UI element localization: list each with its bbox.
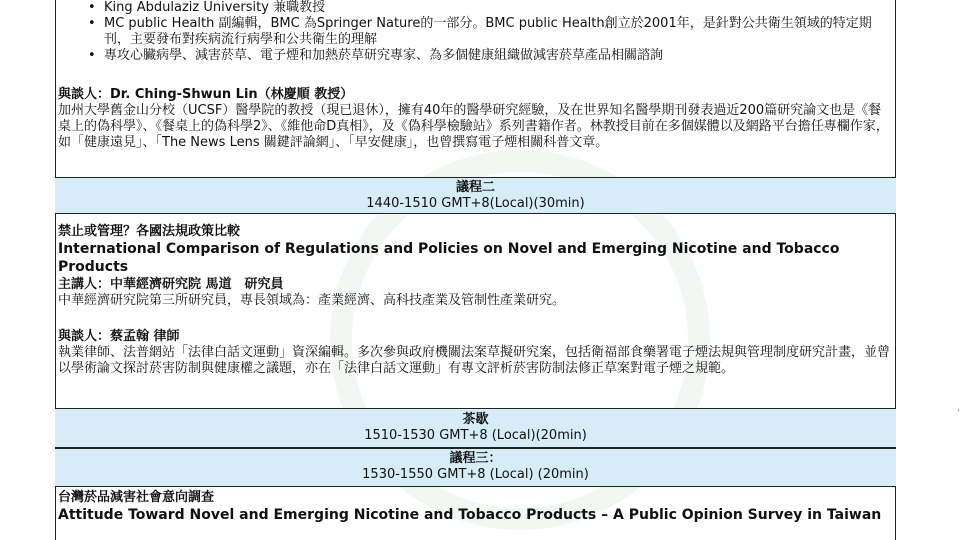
scan-edge-mark: ‘ — [957, 408, 961, 419]
bullet-section — [58, 0, 892, 64]
break-label: 茶歇 — [462, 412, 489, 427]
session-title-en: Attitude Toward Novel and Emerging Nicotine and Tobacco Products – A Public Opinion Survey in Taiwan — [58, 507, 882, 523]
speaker-heading: 主講人：中華經濟研究院 馬道 研究員 — [58, 277, 284, 292]
session-title-zh: 台灣菸品減害社會意向調查 — [58, 490, 215, 505]
session-title-zh: 禁止或管理？各國法規政策比較 — [58, 224, 241, 239]
speaker-block — [58, 277, 892, 309]
panelist-heading: 與談人：Dr. Ching-Shwun Lin（林慶順 教授） — [58, 87, 354, 102]
session-label: 議程二 — [455, 180, 495, 195]
session-time: 1440-1510 GMT+8(Local)(30min) — [366, 196, 585, 211]
bullet-item: • 專攻心臟病學、減害菸草、電子煙和加熱菸草研究專家、為多個健康組織做減害菸草產品相關諮詢 — [88, 48, 892, 64]
session-label: 議程三： — [449, 451, 502, 466]
session-title-en: International Comparison of Regulations and Policies on Novel and Emerging Nicotine and Tobacco Products — [58, 241, 840, 275]
session-band — [55, 177, 896, 214]
panelist-heading: 與談人：蔡孟翰 律師 — [58, 329, 180, 344]
panelist-bio: 執業律師、法普網站「法律白話文運動」資深編輯。多次參與政府機關法案草擬研究案，包括衛福部食藥署電子煙法規與管理制度研究計畫，並曾以學術論文探討菸害防制與健康權之議題，亦在「法律白話文運動」有專文評析菸害防制法修正草案對電子煙之規範。 — [58, 345, 891, 376]
bullet-list — [58, 0, 892, 64]
bullet-item: • King Abdulaziz University 兼職教授 — [88, 0, 892, 16]
session-content — [58, 224, 892, 276]
session-band — [55, 448, 896, 487]
speaker-bio: 中華經濟研究院第三所研究員，專長領域為：產業經濟、高科技產業及管制性產業研究。 — [58, 293, 566, 308]
panelist-block — [58, 87, 892, 151]
panelist-block — [58, 329, 892, 377]
break-band — [55, 408, 896, 448]
break-time: 1510-1530 GMT+8 (Local)(20min) — [364, 428, 587, 443]
panelist-bio: 加州大學舊金山分校（UCSF）醫學院的教授（現已退休），擁有40年的醫學研究經驗，及在世界知名醫學期刊發表過近200篇研究論文也是《餐桌上的偽科學》、《餐桌上的偽科學2》、《維他命D真相》，及《偽科學檢驗站》系列書籍作者。林教授目前在多個媒體以及網路平台擔任專欄作家，如「健康遠見」、「The News Lens 關鍵評論網」、「早安健康」，也曾撰寫電子煙相關科普文章。 — [58, 103, 889, 150]
bullet-item: • MC public Health 副編輯，BMC 為Springer Nature的一部分。BMC public Health創立於2001年，是針對公共衛生領域的特定期刊，主要發布對疾病流行病學和公共衛生的理解 — [88, 16, 892, 48]
session-content — [58, 490, 892, 524]
session-time: 1530-1550 GMT+8 (Local) (20min) — [362, 467, 589, 482]
